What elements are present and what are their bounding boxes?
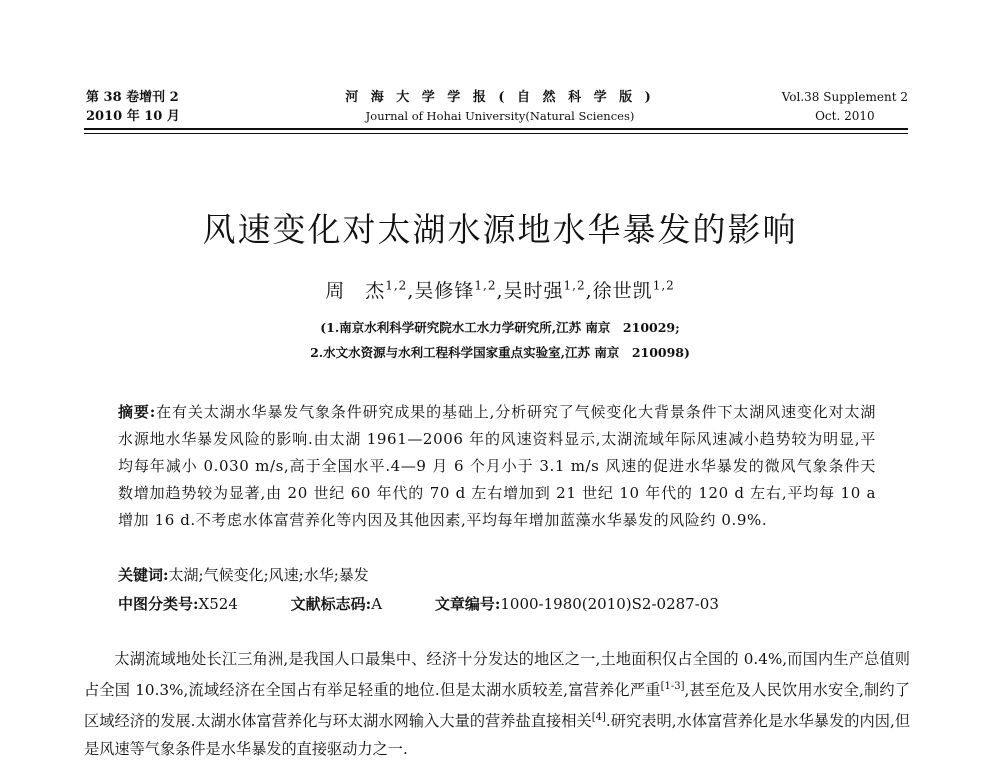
header-rule-thin	[84, 133, 908, 134]
affiliation-2: 2.水文水资源与水利工程科学国家重点实验室,江苏 南京 210098)	[310, 345, 690, 360]
article-number-value: 1000-1980(2010)S2-0287-03	[500, 595, 719, 613]
header-volume-en-info	[782, 88, 908, 126]
header-volume-cn: 第 38 卷增刊 2	[86, 90, 179, 105]
article-title: 风速变化对太湖水源地水华暴发的影响	[202, 210, 798, 249]
author-affiliation-mark: 1,2	[474, 278, 497, 293]
header-volume-en: Vol.38 Supplement 2	[781, 90, 908, 104]
citation-ref[interactable]: [4]	[591, 712, 606, 724]
body-paragraph	[84, 645, 910, 763]
journal-name-cn: 河 海 大 学 学 报 ( 自 然 科 学 版 )	[345, 90, 655, 105]
doc-code-value: A	[371, 595, 383, 613]
author-name: 徐世凯	[592, 280, 653, 302]
author-name: 周 杰	[325, 280, 386, 302]
abstract-text: 在有关太湖水华暴发气象条件研究成果的基础上,分析研究了气候变化大背景条件下太湖风速变化对太湖水源地水华暴发风险的影响.由太湖 1961—2006 年的风速资料显示,太湖流域年际风速减小趋势较为明显,平均每年减小 0.030 m/s,高于全国水平.4—9 月 6 个月小于 3.1 m/s 风速的促进水华暴发的微风气象条件天数增加趋势较为显著,由 20 世纪 60 年代的 70 d 左右增加到 21 世纪 10 年代的 120 d 左右,平均每 10 a 增加 16 d.不考虑水体富营养化等内因及其他因素,平均每年增加蓝藻水华暴发的风险约 0.9%.	[118, 403, 877, 529]
clc-number	[118, 595, 238, 613]
author-separator: ,	[585, 280, 593, 302]
keywords-label: 关键词:	[118, 566, 169, 584]
header-date-cn: 2010 年 10 月	[86, 109, 180, 124]
author-list	[0, 276, 1000, 303]
abstract-label: 摘要:	[118, 403, 156, 421]
classification-line	[118, 593, 719, 614]
doc-code-label: 文献标志码:	[290, 595, 372, 613]
body-text: ,甚至危及人民饮用水安全,制约了区域经济的发展.太湖水体富营养化与环太湖水网输入大量的营养盐直接相关	[84, 681, 911, 731]
keywords	[118, 564, 369, 585]
author-affiliation-mark: 1,2	[652, 278, 675, 293]
author-separator: ,	[407, 280, 415, 302]
body-text: .研究表明,水体富营养化是水华暴发的内因,但是风速等气象条件是水华暴发的直接驱动力之一.	[84, 712, 911, 759]
keywords-text: 太湖;气候变化;风速;水华;暴发	[168, 566, 369, 584]
author-affiliation-mark: 1,2	[385, 278, 408, 293]
clc-value: X524	[198, 595, 238, 613]
document-code	[291, 595, 382, 613]
citation-ref[interactable]: [1-3]	[660, 681, 685, 692]
abstract	[118, 399, 876, 534]
author-separator: ,	[496, 280, 504, 302]
header-date-en: Oct. 2010	[815, 109, 875, 123]
body-text: 太湖流域地处长江三角洲,是我国人口最集中、经济十分发达的地区之一,土地面积仅占全国的 0.4%,而国内生产总值则占全国 10.3%,流域经济在全国占有举足轻重的地位.但是太湖水质较差,富营养化严重	[84, 650, 910, 700]
author-affiliation-mark: 1,2	[563, 278, 586, 293]
clc-label: 中图分类号:	[118, 595, 199, 613]
article-number	[435, 595, 719, 613]
author-name: 吴时强	[503, 280, 564, 302]
journal-name-en: Journal of Hohai University(Natural Sciences)	[365, 109, 635, 123]
author-name: 吴修锋	[414, 280, 475, 302]
header-rule-thick	[84, 128, 908, 130]
article-number-label: 文章编号:	[434, 595, 501, 613]
affiliation-1: (1.南京水利科学研究院水工水力学研究所,江苏 南京 210029;	[320, 320, 680, 335]
